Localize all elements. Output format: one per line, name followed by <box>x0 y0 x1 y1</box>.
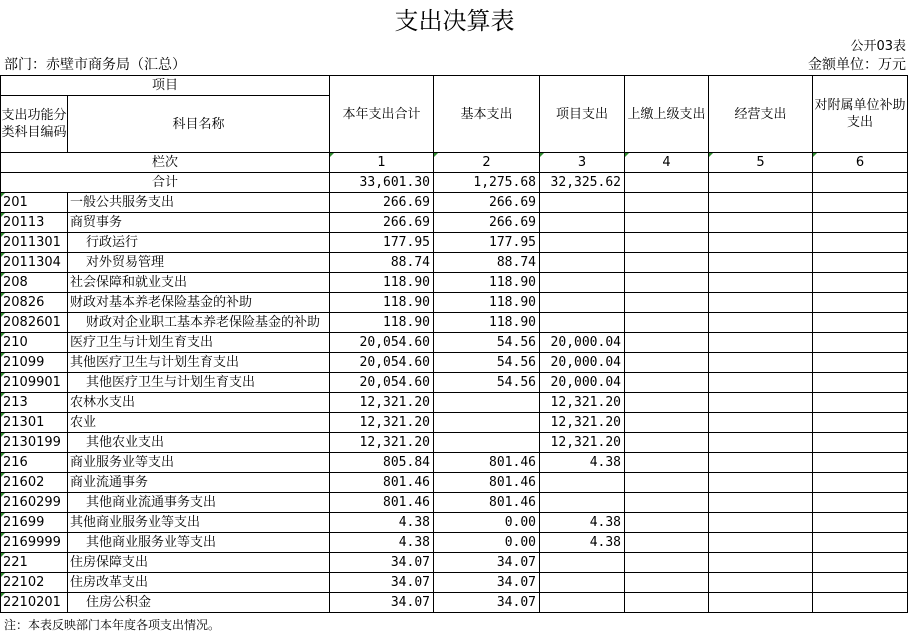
cell-marker-icon <box>1 293 5 297</box>
row-subsidiary <box>813 433 908 453</box>
row-total: 266.69 <box>330 213 434 233</box>
row-superior <box>625 433 709 453</box>
row-subsidiary <box>813 253 908 273</box>
row-basic <box>434 433 540 453</box>
total-row-business <box>709 173 813 193</box>
row-code: 20826 <box>1 293 68 313</box>
row-business <box>709 393 813 413</box>
row-superior <box>625 273 709 293</box>
row-project <box>540 273 625 293</box>
row-name: 财政对基本养老保险基金的补助 <box>68 293 330 313</box>
table-row <box>1 453 908 473</box>
row-code: 210 <box>1 333 68 353</box>
row-total: 801.46 <box>330 473 434 493</box>
row-subsidiary <box>813 573 908 593</box>
row-subsidiary <box>813 473 908 493</box>
row-business <box>709 453 813 473</box>
col-index-2: 2 <box>434 153 540 173</box>
row-name: 住房改革支出 <box>68 573 330 593</box>
col-index-1: 1 <box>330 153 434 173</box>
row-business <box>709 353 813 373</box>
row-code: 21602 <box>1 473 68 493</box>
row-superior <box>625 313 709 333</box>
row-superior <box>625 253 709 273</box>
row-business <box>709 593 813 613</box>
row-basic: 34.07 <box>434 553 540 573</box>
cell-marker-icon <box>1 533 5 537</box>
department-label: 部门：赤壁市商务局（汇总） <box>4 57 186 73</box>
row-total: 34.07 <box>330 553 434 573</box>
row-superior <box>625 453 709 473</box>
cell-marker-icon <box>1 573 5 577</box>
col-index-label: 栏次 <box>1 153 330 173</box>
row-project <box>540 593 625 613</box>
table-row <box>1 273 908 293</box>
row-name: 其他医疗卫生与计划生育支出 <box>68 373 330 393</box>
row-total: 118.90 <box>330 293 434 313</box>
cell-marker-icon <box>1 413 5 417</box>
col-index-6: 6 <box>813 153 908 173</box>
row-basic: 0.00 <box>434 533 540 553</box>
table-row <box>1 253 908 273</box>
row-superior <box>625 393 709 413</box>
total-row-superior <box>625 173 709 193</box>
row-total: 12,321.20 <box>330 433 434 453</box>
cell-marker-icon <box>1 253 5 257</box>
cell-marker-icon <box>1 353 5 357</box>
cell-marker-icon <box>1 333 5 337</box>
row-total: 4.38 <box>330 533 434 553</box>
row-total: 266.69 <box>330 193 434 213</box>
row-total: 12,321.20 <box>330 413 434 433</box>
cell-marker-icon <box>1 193 5 197</box>
row-superior <box>625 593 709 613</box>
header-basic: 基本支出 <box>434 76 540 153</box>
table-row <box>1 513 908 533</box>
row-project: 4.38 <box>540 513 625 533</box>
row-superior <box>625 333 709 353</box>
table-row <box>1 533 908 553</box>
row-business <box>709 333 813 353</box>
row-total: 801.46 <box>330 493 434 513</box>
row-project: 20,000.04 <box>540 353 625 373</box>
row-business <box>709 213 813 233</box>
row-superior <box>625 213 709 233</box>
cell-marker-icon <box>1 513 5 517</box>
row-name: 对外贸易管理 <box>68 253 330 273</box>
row-subsidiary <box>813 273 908 293</box>
row-name: 医疗卫生与计划生育支出 <box>68 333 330 353</box>
row-code: 21699 <box>1 513 68 533</box>
row-code: 21099 <box>1 353 68 373</box>
cell-marker-icon <box>1 473 5 477</box>
row-project <box>540 233 625 253</box>
row-subsidiary <box>813 313 908 333</box>
row-basic: 118.90 <box>434 293 540 313</box>
row-basic <box>434 393 540 413</box>
row-code: 208 <box>1 273 68 293</box>
row-project <box>540 293 625 313</box>
row-name: 农林水支出 <box>68 393 330 413</box>
row-subsidiary <box>813 453 908 473</box>
cell-marker-icon <box>1 213 5 217</box>
row-superior <box>625 473 709 493</box>
row-business <box>709 533 813 553</box>
row-code: 2011304 <box>1 253 68 273</box>
row-total: 177.95 <box>330 233 434 253</box>
expenditure-table <box>0 75 908 613</box>
row-basic: 177.95 <box>434 233 540 253</box>
row-name: 住房保障支出 <box>68 553 330 573</box>
row-basic: 54.56 <box>434 333 540 353</box>
cell-marker-icon <box>1 273 5 277</box>
row-project: 4.38 <box>540 453 625 473</box>
header-superior: 上缴上级支出 <box>625 76 709 153</box>
row-superior <box>625 413 709 433</box>
row-total: 805.84 <box>330 453 434 473</box>
row-code: 2169999 <box>1 533 68 553</box>
row-superior <box>625 233 709 253</box>
row-name: 其他商业服务业等支出 <box>68 533 330 553</box>
row-basic: 118.90 <box>434 273 540 293</box>
unit-label: 金额单位：万元 <box>808 57 906 73</box>
cell-marker-icon <box>1 433 5 437</box>
row-code: 213 <box>1 393 68 413</box>
total-row-total: 33,601.30 <box>330 173 434 193</box>
row-basic: 801.46 <box>434 453 540 473</box>
row-name: 商业服务业等支出 <box>68 453 330 473</box>
total-row-project: 32,325.62 <box>540 173 625 193</box>
row-project <box>540 553 625 573</box>
header-total: 本年支出合计 <box>330 76 434 153</box>
row-business <box>709 433 813 453</box>
row-total: 4.38 <box>330 513 434 533</box>
table-row <box>1 233 908 253</box>
table-row <box>1 333 908 353</box>
row-subsidiary <box>813 413 908 433</box>
row-basic: 34.07 <box>434 573 540 593</box>
table-row <box>1 193 908 213</box>
row-name: 农业 <box>68 413 330 433</box>
cell-marker-icon <box>1 313 5 317</box>
row-name: 住房公积金 <box>68 593 330 613</box>
row-code: 216 <box>1 453 68 473</box>
row-basic: 801.46 <box>434 493 540 513</box>
row-project <box>540 493 625 513</box>
total-row-basic: 1,275.68 <box>434 173 540 193</box>
row-project <box>540 213 625 233</box>
row-code: 2109901 <box>1 373 68 393</box>
row-basic: 266.69 <box>434 193 540 213</box>
row-subsidiary <box>813 353 908 373</box>
row-total: 118.90 <box>330 313 434 333</box>
row-project <box>540 573 625 593</box>
row-code: 221 <box>1 553 68 573</box>
header-subsidiary: 对附属单位补助支出 <box>813 76 908 153</box>
row-code: 2130199 <box>1 433 68 453</box>
header-business: 经营支出 <box>709 76 813 153</box>
row-subsidiary <box>813 593 908 613</box>
row-total: 118.90 <box>330 273 434 293</box>
row-superior <box>625 553 709 573</box>
header-func-code: 支出功能分类科目编码 <box>1 96 68 153</box>
table-row <box>1 313 908 333</box>
table-row <box>1 573 908 593</box>
row-project <box>540 253 625 273</box>
row-business <box>709 473 813 493</box>
row-basic: 0.00 <box>434 513 540 533</box>
row-business <box>709 253 813 273</box>
row-superior <box>625 193 709 213</box>
row-project: 12,321.20 <box>540 413 625 433</box>
cell-marker-icon <box>1 393 5 397</box>
row-code: 21301 <box>1 413 68 433</box>
row-code: 22102 <box>1 573 68 593</box>
row-subsidiary <box>813 513 908 533</box>
footnote: 注：本表反映部门本年度各项支出情况。 <box>4 618 221 632</box>
row-code: 2082601 <box>1 313 68 333</box>
row-code: 2210201 <box>1 593 68 613</box>
row-superior <box>625 513 709 533</box>
row-total: 20,054.60 <box>330 333 434 353</box>
row-basic: 266.69 <box>434 213 540 233</box>
row-superior <box>625 573 709 593</box>
cell-marker-icon <box>1 233 5 237</box>
row-subsidiary <box>813 493 908 513</box>
row-project: 20,000.04 <box>540 373 625 393</box>
row-name: 社会保障和就业支出 <box>68 273 330 293</box>
table-row <box>1 373 908 393</box>
row-project: 12,321.20 <box>540 433 625 453</box>
row-business <box>709 493 813 513</box>
row-superior <box>625 373 709 393</box>
row-subsidiary <box>813 193 908 213</box>
row-project: 12,321.20 <box>540 393 625 413</box>
row-project <box>540 193 625 213</box>
table-row <box>1 413 908 433</box>
col-index-4: 4 <box>625 153 709 173</box>
row-basic: 118.90 <box>434 313 540 333</box>
row-name: 财政对企业职工基本养老保险基金的补助 <box>68 313 330 333</box>
row-total: 12,321.20 <box>330 393 434 413</box>
row-subsidiary <box>813 553 908 573</box>
table-row <box>1 493 908 513</box>
row-code: 2160299 <box>1 493 68 513</box>
row-name: 其他医疗卫生与计划生育支出 <box>68 353 330 373</box>
row-subsidiary <box>813 333 908 353</box>
table-row <box>1 553 908 573</box>
row-business <box>709 233 813 253</box>
row-subsidiary <box>813 373 908 393</box>
row-total: 34.07 <box>330 593 434 613</box>
row-code: 20113 <box>1 213 68 233</box>
row-superior <box>625 293 709 313</box>
row-business <box>709 573 813 593</box>
row-name: 行政运行 <box>68 233 330 253</box>
row-business <box>709 273 813 293</box>
row-code: 2011301 <box>1 233 68 253</box>
row-code: 201 <box>1 193 68 213</box>
row-name: 一般公共服务支出 <box>68 193 330 213</box>
row-business <box>709 293 813 313</box>
row-name: 商业流通事务 <box>68 473 330 493</box>
form-code: 公开03表 <box>850 39 906 54</box>
row-basic: 801.46 <box>434 473 540 493</box>
row-project <box>540 313 625 333</box>
row-basic: 34.07 <box>434 593 540 613</box>
cell-marker-icon <box>1 553 5 557</box>
col-index-5: 5 <box>709 153 813 173</box>
table-row <box>1 593 908 613</box>
row-business <box>709 513 813 533</box>
row-superior <box>625 493 709 513</box>
row-superior <box>625 533 709 553</box>
row-business <box>709 553 813 573</box>
row-business <box>709 373 813 393</box>
header-project: 项目支出 <box>540 76 625 153</box>
table-row <box>1 473 908 493</box>
row-basic: 88.74 <box>434 253 540 273</box>
page-title: 支出决算表 <box>394 7 515 35</box>
row-total: 20,054.60 <box>330 373 434 393</box>
row-name: 其他农业支出 <box>68 433 330 453</box>
row-name: 其他商业流通事务支出 <box>68 493 330 513</box>
row-basic <box>434 413 540 433</box>
header-subject-name: 科目名称 <box>68 96 330 153</box>
cell-marker-icon <box>1 373 5 377</box>
row-subsidiary <box>813 233 908 253</box>
row-subsidiary <box>813 533 908 553</box>
row-subsidiary <box>813 293 908 313</box>
table-row <box>1 293 908 313</box>
row-total: 20,054.60 <box>330 353 434 373</box>
cell-marker-icon <box>1 593 5 597</box>
row-basic: 54.56 <box>434 373 540 393</box>
row-subsidiary <box>813 393 908 413</box>
header-item: 项目 <box>1 76 330 96</box>
cell-marker-icon <box>1 493 5 497</box>
row-total: 34.07 <box>330 573 434 593</box>
total-row-label: 合计 <box>1 173 330 193</box>
row-business <box>709 413 813 433</box>
row-project: 4.38 <box>540 533 625 553</box>
cell-marker-icon <box>1 453 5 457</box>
table-row <box>1 213 908 233</box>
row-project: 20,000.04 <box>540 333 625 353</box>
table-row <box>1 353 908 373</box>
row-superior <box>625 353 709 373</box>
row-name: 其他商业服务业等支出 <box>68 513 330 533</box>
total-row-subsidiary <box>813 173 908 193</box>
row-name: 商贸事务 <box>68 213 330 233</box>
table-row <box>1 433 908 453</box>
row-project <box>540 473 625 493</box>
table-row <box>1 393 908 413</box>
col-index-3: 3 <box>540 153 625 173</box>
row-business <box>709 193 813 213</box>
row-total: 88.74 <box>330 253 434 273</box>
row-subsidiary <box>813 213 908 233</box>
row-business <box>709 313 813 333</box>
row-basic: 54.56 <box>434 353 540 373</box>
